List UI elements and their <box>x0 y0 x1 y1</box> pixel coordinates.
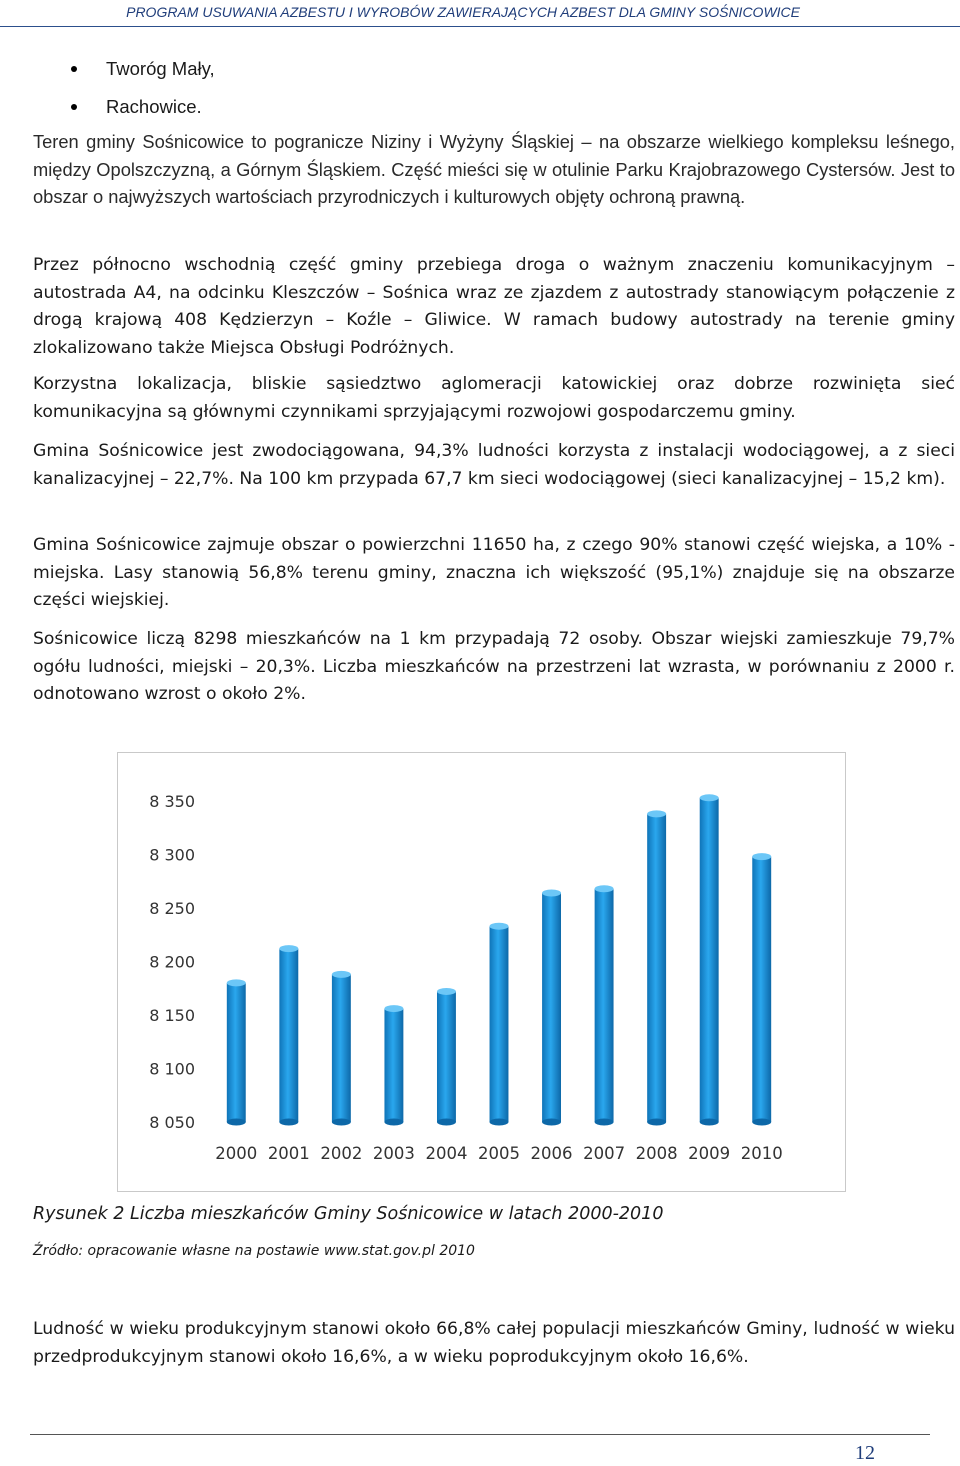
chart-bar-cap <box>700 794 719 801</box>
chart-bar-cap <box>437 988 456 995</box>
chart-bar-cap <box>490 923 509 930</box>
chart-bar-cap <box>595 885 614 892</box>
paragraph-roads: Przez północno wschodnią część gminy przebiega droga o ważnym znaczeniu komunikacyjnym – autostrada A4, na odcinku Kleszczów – Sośnica wraz ze zjazdem z autostrady stanowiącym połączenie z drogą krajową 408 Kędzierzyn – Koźle – Gliwice. W ramach budowy autostrady na terenie gminy zlokalizowano także Miejsca Obsługi Podróżnych. <box>33 255 955 358</box>
village-list <box>33 50 955 126</box>
chart-bar-body <box>595 889 614 1122</box>
chart-bar-body <box>647 814 666 1122</box>
bullet-icon <box>71 104 77 110</box>
chart-bar-cap <box>227 979 246 986</box>
list-item <box>33 88 955 126</box>
header-title: PROGRAM USUWANIA AZBESTU I WYROBÓW ZAWIERAJĄCYCH AZBEST DLA GMINY SOŚNICOWICE <box>126 4 800 20</box>
figure-source: Źródło: opracowanie własne na postawie www.stat.gov.pl 2010 <box>33 1243 475 1259</box>
list-item-text: Tworóg Mały, <box>106 58 215 79</box>
chart-bar-base <box>227 1119 246 1126</box>
y-tick-label: 8 050 <box>149 1113 195 1132</box>
x-tick-label: 2005 <box>478 1144 520 1163</box>
chart-bar-body <box>227 983 246 1122</box>
x-tick-label: 2006 <box>530 1144 573 1163</box>
page-number: 12 <box>855 1442 875 1464</box>
chart-bar <box>384 1005 403 1125</box>
y-tick-label: 8 200 <box>149 952 195 972</box>
bullet-icon <box>71 66 77 72</box>
chart-bar <box>332 971 351 1126</box>
paragraph-water: Gmina Sośnicowice jest zwodociągowana, 94,3% ludności korzysta z instalacji wodociągowej, a z sieci kanalizacyjnej – 22,7%. Na 100 km przypada 67,7 km sieci wodociągowej (sieci kanalizacyjnej – 15,2 km). <box>33 441 955 489</box>
chart-bar-base <box>384 1119 403 1126</box>
chart-bar-cap <box>752 853 771 860</box>
x-tick-label: 2002 <box>320 1144 363 1163</box>
chart-bar <box>490 923 509 1126</box>
paragraph-population: Sośnicowice liczą 8298 mieszkańców na 1 km przypadają 72 osoby. Obszar wiejski zamieszkuje 79,7% ogółu ludności, miejski – 20,3%. Liczba mieszkańców na przestrzeni lat wzrasta, w porównaniu z 2000 r. odnotowano wzrost o około 2%. <box>33 629 955 704</box>
chart-bar-base <box>279 1119 298 1126</box>
chart-bar-cap <box>332 971 351 978</box>
chart-bar-cap <box>542 890 561 897</box>
chart-bar-body <box>279 949 298 1122</box>
population-chart <box>117 752 846 1192</box>
chart-bar-base <box>332 1119 351 1126</box>
x-tick-label: 2007 <box>583 1144 626 1163</box>
x-tick-label: 2008 <box>635 1144 678 1163</box>
chart-bar-body <box>437 991 456 1122</box>
footer-divider <box>30 1434 930 1435</box>
chart-bar-body <box>752 857 771 1122</box>
paragraph-location: Teren gminy Sośnicowice to pogranicze Niziny i Wyżyny Śląskiej – na obszarze wielkiego kompleksu leśnego, między Opolszczyzną, a Górnym Śląskiem. Część mieści się w otulinie Parku Krajobrazowego Cystersów. Jest to obszar o najwyższych wartościach przyrodniczych i kulturowych objęty ochroną prawną. <box>33 131 955 207</box>
chart-bar <box>752 853 771 1125</box>
x-tick-label: 2003 <box>372 1144 415 1163</box>
chart-bar-base <box>490 1119 509 1126</box>
figure-caption: Rysunek 2 Liczba mieszkańców Gminy Sośnicowice w latach 2000-2010 <box>33 1204 664 1224</box>
chart-bar-base <box>542 1119 561 1126</box>
chart-bar-cap <box>384 1005 403 1012</box>
chart-bar-base <box>437 1119 456 1126</box>
chart-bar-cap <box>647 810 666 817</box>
x-tick-label: 2000 <box>215 1144 258 1163</box>
chart-bar <box>437 988 456 1126</box>
x-tick-label: 2001 <box>267 1144 310 1163</box>
chart-bar <box>700 794 719 1125</box>
paragraph-area: Gmina Sośnicowice zajmuje obszar o powierzchni 11650 ha, z czego 90% stanowi część wiejska, a 10% - miejska. Lasy stanowią 56,8% terenu gminy, znaczna ich większość (95,1%) znajduje się na obszarze części wiejskiej. <box>33 535 955 610</box>
chart-bar-base <box>700 1119 719 1126</box>
page-header <box>0 0 960 27</box>
chart-bar-base <box>647 1119 666 1126</box>
chart-bar <box>595 885 614 1125</box>
chart-bar-body <box>542 893 561 1122</box>
y-tick-label: 8 350 <box>149 792 195 811</box>
chart-bar <box>647 810 666 1125</box>
chart-bar-cap <box>279 945 298 952</box>
chart-bar <box>227 979 246 1125</box>
x-tick-label: 2009 <box>688 1144 731 1163</box>
chart-bar-body <box>490 926 509 1122</box>
chart-bar <box>279 945 298 1125</box>
chart-bar-body <box>700 798 719 1122</box>
chart-bar-base <box>752 1119 771 1126</box>
paragraph-advantages: Korzystna lokalizacja, bliskie sąsiedztwo aglomeracji katowickiej oraz dobrze rozwinięta sieć komunikacyjna są głównymi czynnikami sprzyjającymi rozwojowi gospodarczemu gminy. <box>33 374 955 422</box>
paragraph-age-structure: Ludność w wieku produkcyjnym stanowi około 66,8% całej populacji mieszkańców Gminy, ludność w wieku przedprodukcyjnym stanowi około 16,6%, a w wieku poprodukcyjnym około 16,6%. <box>33 1319 955 1367</box>
chart-bar-base <box>595 1119 614 1126</box>
chart-bar-body <box>384 1009 403 1122</box>
chart-bar <box>542 890 561 1126</box>
list-item <box>33 50 955 88</box>
chart-canvas <box>118 753 845 1191</box>
list-item-text: Rachowice. <box>106 96 202 117</box>
y-tick-label: 8 100 <box>149 1059 195 1079</box>
x-tick-label: 2004 <box>425 1144 468 1163</box>
x-tick-label: 2010 <box>740 1144 783 1163</box>
chart-bar-body <box>332 974 351 1122</box>
y-tick-label: 8 250 <box>149 899 195 918</box>
y-tick-label: 8 300 <box>149 845 195 865</box>
y-tick-label: 8 150 <box>149 1006 195 1025</box>
